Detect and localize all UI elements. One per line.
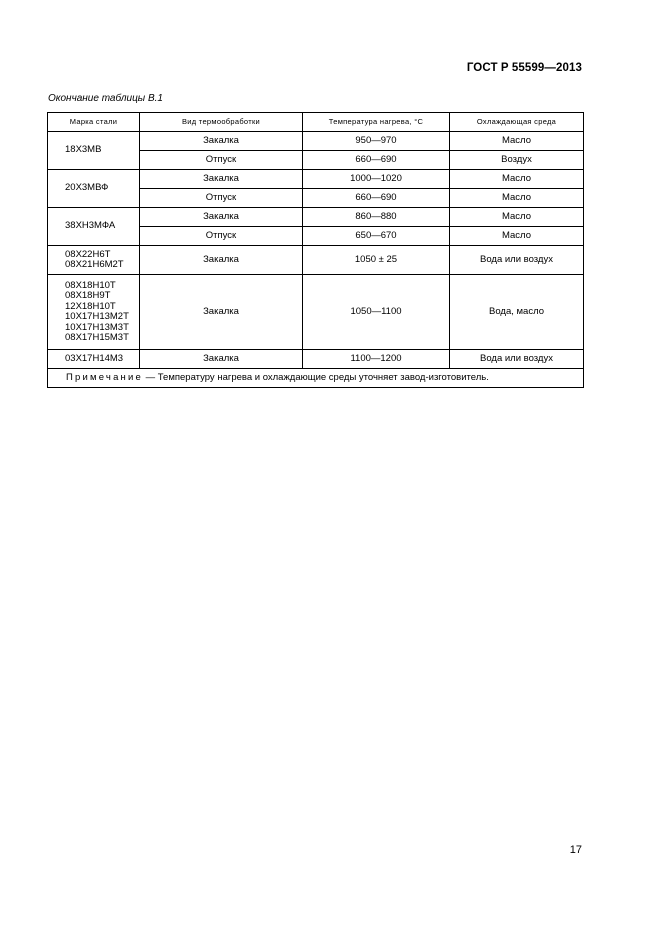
column-header-medium: Охлаждающая среда	[450, 113, 584, 132]
table-caption: Окончание таблицы В.1	[48, 93, 163, 104]
treatment-cell: Закалка	[140, 350, 303, 369]
temperature-cell: 660—690	[303, 189, 450, 208]
cooling-medium-cell: Масло	[450, 208, 584, 227]
note-label: Примечание	[66, 371, 143, 383]
column-header-grade: Марка стали	[48, 113, 140, 132]
steel-grade-cell	[48, 170, 140, 208]
cooling-medium-cell: Вода, масло	[450, 275, 584, 350]
page-number: 17	[569, 844, 582, 856]
steel-grade-cell	[48, 350, 140, 369]
table-row	[48, 170, 584, 189]
steel-grade: 03Х17Н14М3	[65, 352, 124, 364]
temperature-cell: 1050 ± 25	[303, 246, 450, 275]
temperature-cell: 950—970	[303, 132, 450, 151]
steel-grade: 08Х18Н10Т	[65, 279, 116, 291]
treatment-cell: Закалка	[140, 208, 303, 227]
table-row	[48, 246, 584, 275]
steel-grade: 08Х18Н9Т	[65, 290, 111, 301]
column-header-treatment: Вид термообработки	[140, 113, 303, 132]
table-body	[48, 132, 584, 369]
steel-grade-cell	[48, 275, 140, 350]
treatment-cell: Закалка	[140, 170, 303, 189]
treatment-cell: Закалка	[140, 246, 303, 275]
column-header-temperature: Температура нагрева, °С	[303, 113, 450, 132]
heat-treatment-table	[47, 112, 584, 388]
table-row	[48, 132, 584, 151]
treatment-cell: Отпуск	[140, 189, 303, 208]
treatment-cell: Отпуск	[140, 151, 303, 170]
cooling-medium-cell: Воздух	[450, 151, 584, 170]
steel-grade: 10Х17Н13М2Т	[65, 311, 129, 322]
table-row	[48, 275, 584, 350]
steel-grade: 20Х3МВФ	[65, 182, 109, 194]
table-header-row	[48, 113, 584, 132]
steel-grade: 18Х3МВ	[65, 144, 102, 156]
steel-grade-cell	[48, 246, 140, 275]
steel-grade: 10Х17Н13М3Т	[65, 321, 129, 333]
steel-grade: 08Х22Н6Т	[65, 248, 111, 260]
temperature-cell: 650—670	[303, 227, 450, 246]
temperature-cell: 660—690	[303, 151, 450, 170]
steel-grade: 08Х21Н6М2Т	[65, 259, 124, 270]
steel-grade: 12Х18Н10Т	[65, 300, 116, 312]
steel-grade-cell	[48, 208, 140, 246]
treatment-cell: Закалка	[140, 132, 303, 151]
steel-grade: 08Х17Н15М3Т	[65, 332, 129, 343]
cooling-medium-cell: Масло	[450, 132, 584, 151]
cooling-medium-cell: Масло	[450, 227, 584, 246]
table-row	[48, 350, 584, 369]
temperature-cell: 1050—1100	[303, 275, 450, 350]
temperature-cell: 1000—1020	[303, 170, 450, 189]
table-note	[48, 369, 584, 388]
note-dash: —	[145, 371, 156, 383]
treatment-cell: Закалка	[140, 275, 303, 350]
cooling-medium-cell: Масло	[450, 189, 584, 208]
cooling-medium-cell: Вода или воздух	[450, 350, 584, 369]
treatment-cell: Отпуск	[140, 227, 303, 246]
cooling-medium-cell: Масло	[450, 170, 584, 189]
cooling-medium-cell: Вода или воздух	[450, 246, 584, 275]
table-note-row	[48, 369, 584, 388]
steel-grade-cell	[48, 132, 140, 170]
steel-grade: 38ХН3МФА	[65, 220, 116, 232]
temperature-cell: 1100—1200	[303, 350, 450, 369]
temperature-cell: 860—880	[303, 208, 450, 227]
document-code: ГОСТ Р 55599—2013	[466, 62, 582, 74]
note-text: Температуру нагрева и охлаждающие среды уточняет завод-изготовитель.	[157, 371, 489, 383]
table-row	[48, 208, 584, 227]
